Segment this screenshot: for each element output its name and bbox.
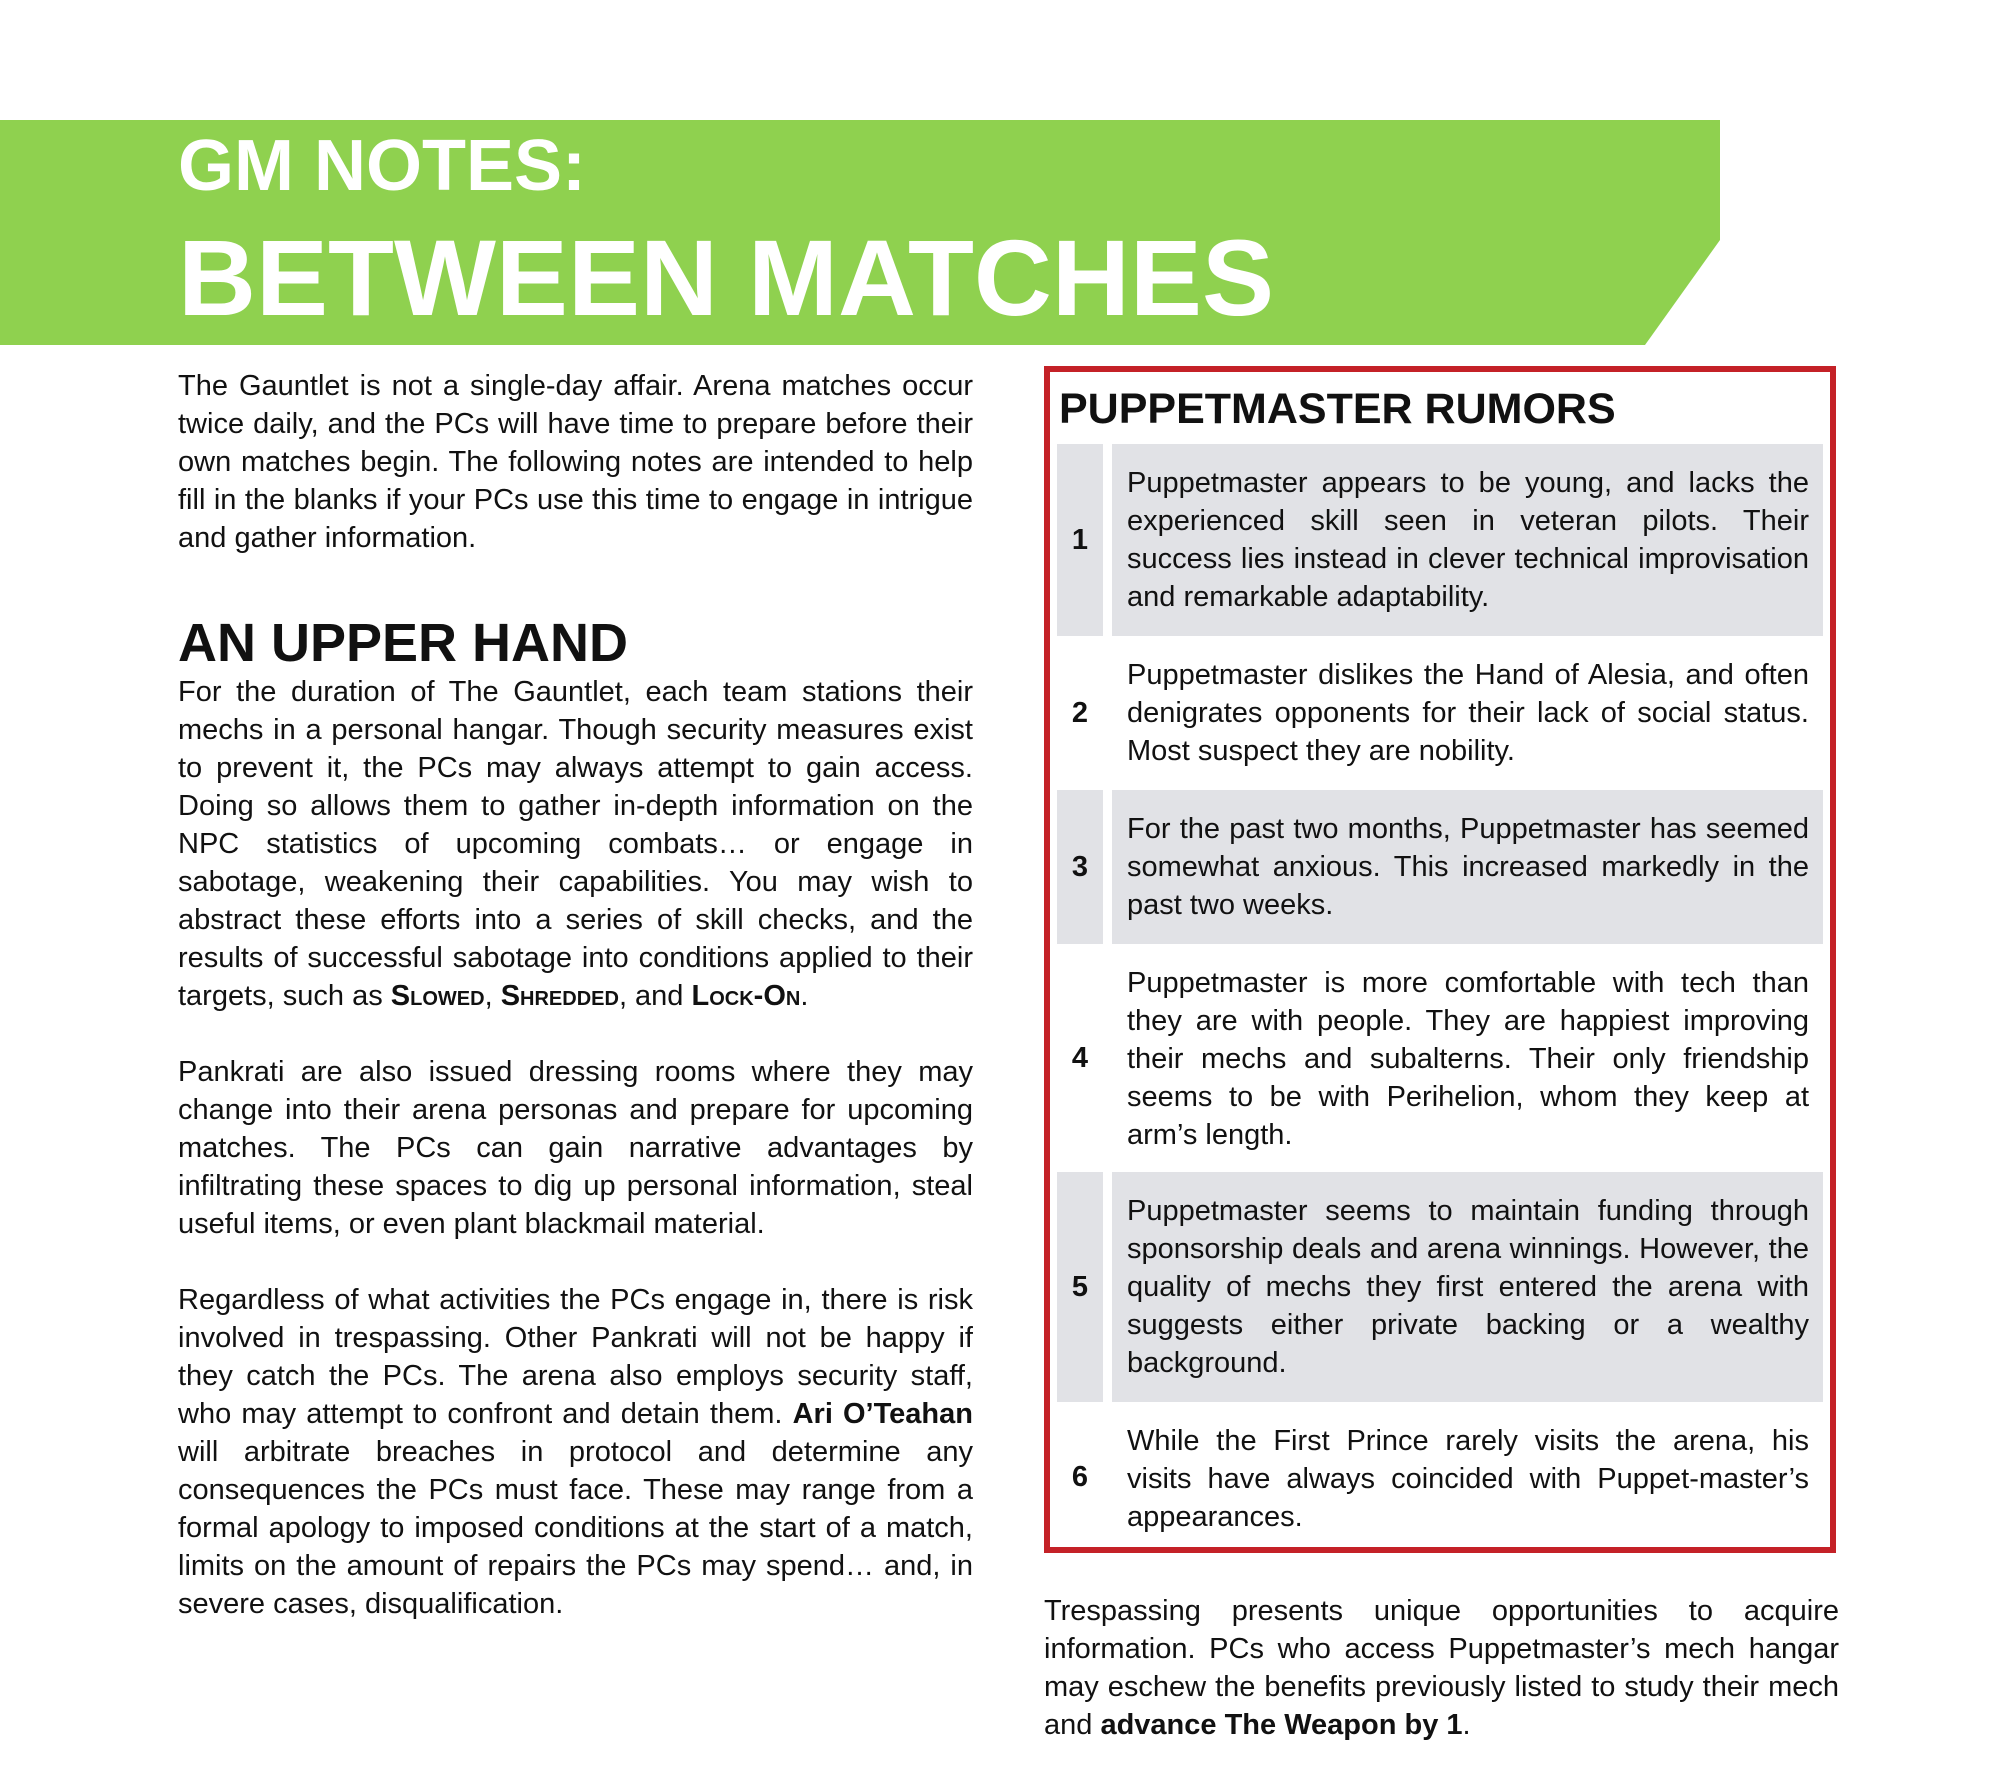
period: .	[800, 980, 809, 1012]
section-heading: AN UPPER HAND	[178, 613, 629, 673]
rumor-text: While the First Prince rarely visits the arena, his visits have always coincided with Puppet-master’s appearances.	[1127, 1425, 1809, 1533]
rumor-number: 5	[1057, 1172, 1103, 1402]
condition-lock-on: Lock-On	[691, 980, 801, 1012]
dressing-rooms-paragraph: Pankrati are also issued dressing rooms where they may change into their arena personas and prepare for upcoming matches. The PCs can gain narrative advantages by infiltrating these spaces to dig up personal information, steal useful items, or even plant blackmail material.	[178, 1056, 973, 1240]
rumor-text: Puppetmaster dislikes the Hand of Alesia, and often denigrates opponents for their lack of social status. Most suspect they are nobility.	[1127, 659, 1809, 767]
condition-shredded: Shredded	[500, 980, 619, 1012]
rumor-number: 2	[1071, 696, 1089, 729]
rumor-row	[1057, 444, 1823, 636]
trespass-text-b: will arbitrate breaches in protocol and determine any consequences the PCs must face. These may range from a formal apology to imposed conditions at the start of a match, limits on the amount of repairs the PCs may spend… and, in severe cases, disqualification.	[178, 1436, 973, 1620]
rumor-text: Puppetmaster seems to maintain funding through sponsorship deals and arena winnings. However, the quality of mechs they first entered the arena with suggests either private backing or a wealthy background.	[1112, 1172, 1823, 1402]
rumor-number: 4	[1071, 1041, 1089, 1074]
page-title: BETWEEN MATCHES	[178, 217, 1274, 338]
hangar-text: For the duration of The Gauntlet, each team stations their mechs in a personal hangar. Though security measures exist to prevent it, the PCs may always attempt to gain access. Doing so allows them to gather in-depth information on the NPC statistics of upcoming combats… or engage in sabotage, weakening their capabilities. You may wish to abstract these efforts into a series of skill checks, and the results of successful sabotage into conditions applied to their targets, such as	[178, 676, 973, 1012]
separator: ,	[484, 980, 501, 1012]
trespassing-risk-paragraph	[178, 1281, 973, 1623]
rumor-row	[1057, 944, 1823, 1172]
rumor-number: 6	[1071, 1460, 1089, 1493]
rumor-number: 3	[1057, 790, 1103, 944]
rumor-text: Puppetmaster is more comfortable with tech than they are with people. They are happiest improving their mechs and subalterns. Their only friendship seems to be with Perihelion, whom they keep at arm’s length.	[1127, 967, 1809, 1151]
rumor-row	[1057, 1172, 1823, 1402]
closing-text: Trespassing presents unique opportunities to acquire information. PCs who access Puppetmaster’s mech hangar may eschew the benefits previously listed to study their mech and	[1044, 1595, 1839, 1741]
hangar-paragraph	[178, 673, 973, 1015]
rumor-number: 1	[1057, 444, 1103, 636]
rumor-row	[1057, 790, 1823, 944]
rumor-text: For the past two months, Puppetmaster has seemed somewhat anxious. This increased markedly in the past two weeks.	[1112, 790, 1823, 944]
intro-paragraph: The Gauntlet is not a single-day affair. Arena matches occur twice daily, and the PCs will have time to prepare before their own matches begin. The following notes are intended to help fill in the blanks if your PCs use this time to engage in intrigue and gather information.	[178, 370, 973, 554]
npc-name: Ari O’Teahan	[792, 1398, 973, 1430]
separator: , and	[618, 980, 692, 1012]
closing-paragraph	[1044, 1592, 1839, 1744]
left-column	[178, 367, 973, 1623]
period: .	[1462, 1709, 1471, 1741]
rumors-title: PUPPETMASTER RUMORS	[1059, 385, 1616, 433]
rumor-row	[1057, 1402, 1823, 1552]
rumor-row	[1057, 636, 1823, 790]
closing-emphasis: advance The Weapon by 1	[1100, 1709, 1463, 1741]
trespass-text-a: Regardless of what activities the PCs engage in, there is risk involved in trespassing. Other Pankrati will not be happy if they catch the PCs. The arena also employs security staff, who may attempt to confront and detain them.	[178, 1284, 973, 1430]
header-kicker: GM NOTES:	[178, 126, 586, 206]
rumor-text: Puppetmaster appears to be young, and lacks the experienced skill seen in veteran pilots. Their success lies instead in clever technical improvisation and remarkable adaptability.	[1112, 444, 1823, 636]
condition-slowed: Slowed	[390, 980, 485, 1012]
rumors-table	[1044, 366, 1836, 1553]
